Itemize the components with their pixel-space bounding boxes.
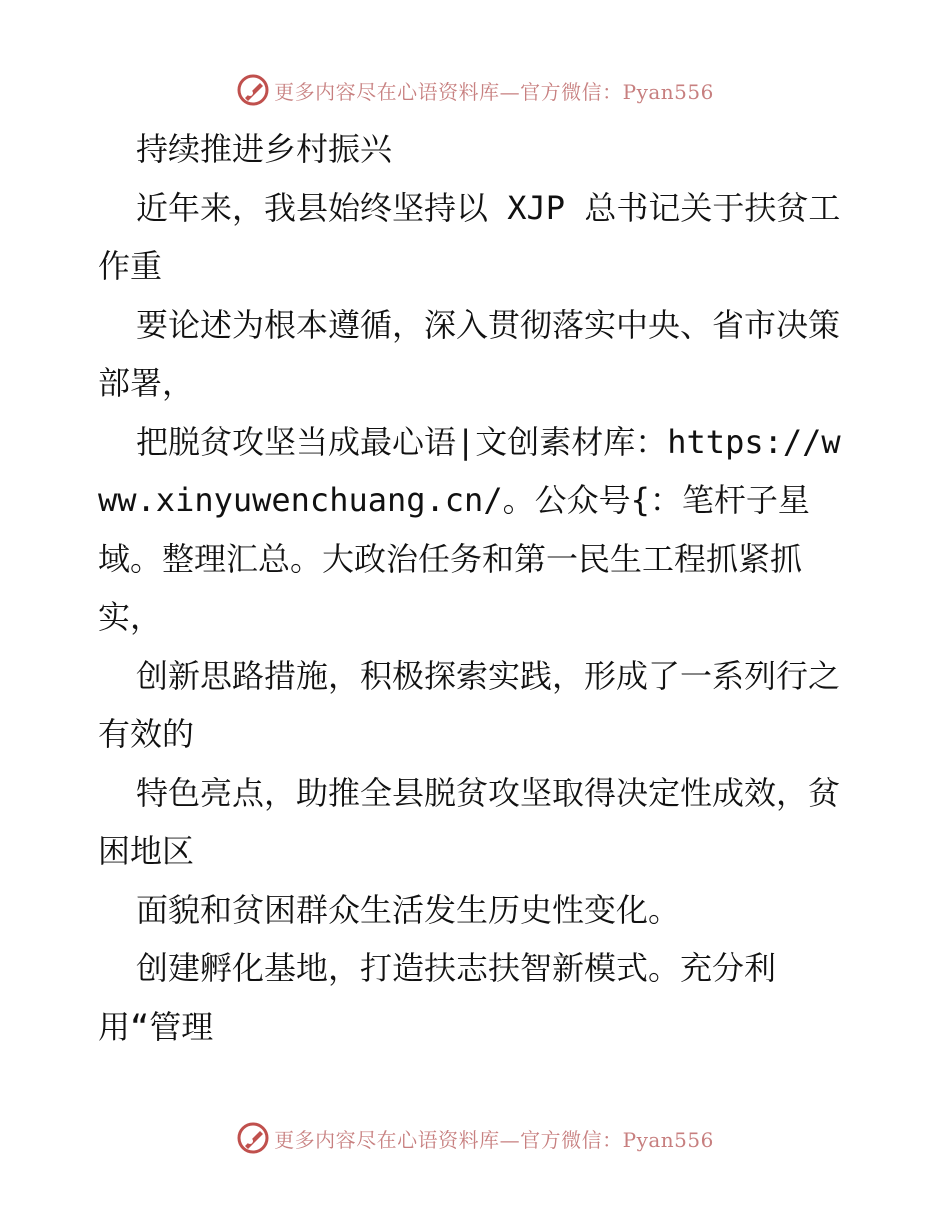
quill-logo-icon [236,1121,270,1155]
quill-logo-icon [236,73,270,107]
document-body [98,120,858,1056]
footer-watermark-text: 更多内容尽在心语资料库—官方微信：Pyan556 [274,1127,714,1152]
paragraph-line: 把脱贫攻坚当成最心语|文创素材库：https://www.xinyuwenchuang.cn/。公众号{：笔杆子星域。整理汇总。大政治任务和第一民生工程抓紧抓实， [98,422,841,636]
footer-watermark [0,1118,950,1158]
paragraph-line: 近年来，我县始终坚持以 XJP 总书记关于扶贫工作重 [98,188,841,285]
paragraph-line: 持续推进乡村振兴 [136,130,393,168]
header-watermark-text: 更多内容尽在心语资料库—官方微信：Pyan556 [274,79,714,104]
paragraph-line: 要论述为根本遵循，深入贯彻落实中央、省市决策部署， [98,305,841,402]
paragraph-line: 创建孵化基地，打造扶志扶智新模式。充分利用“管理 [98,949,777,1046]
paragraph-line: 面貌和贫困群众生活发生历史性变化。 [136,890,681,929]
paragraph-line: 创新思路措施，积极探索实践，形成了一系列行之有效的 [98,656,841,753]
header-watermark [0,70,950,110]
paragraph-line: 特色亮点，助推全县脱贫攻坚取得决定性成效，贫困地区 [98,773,841,870]
